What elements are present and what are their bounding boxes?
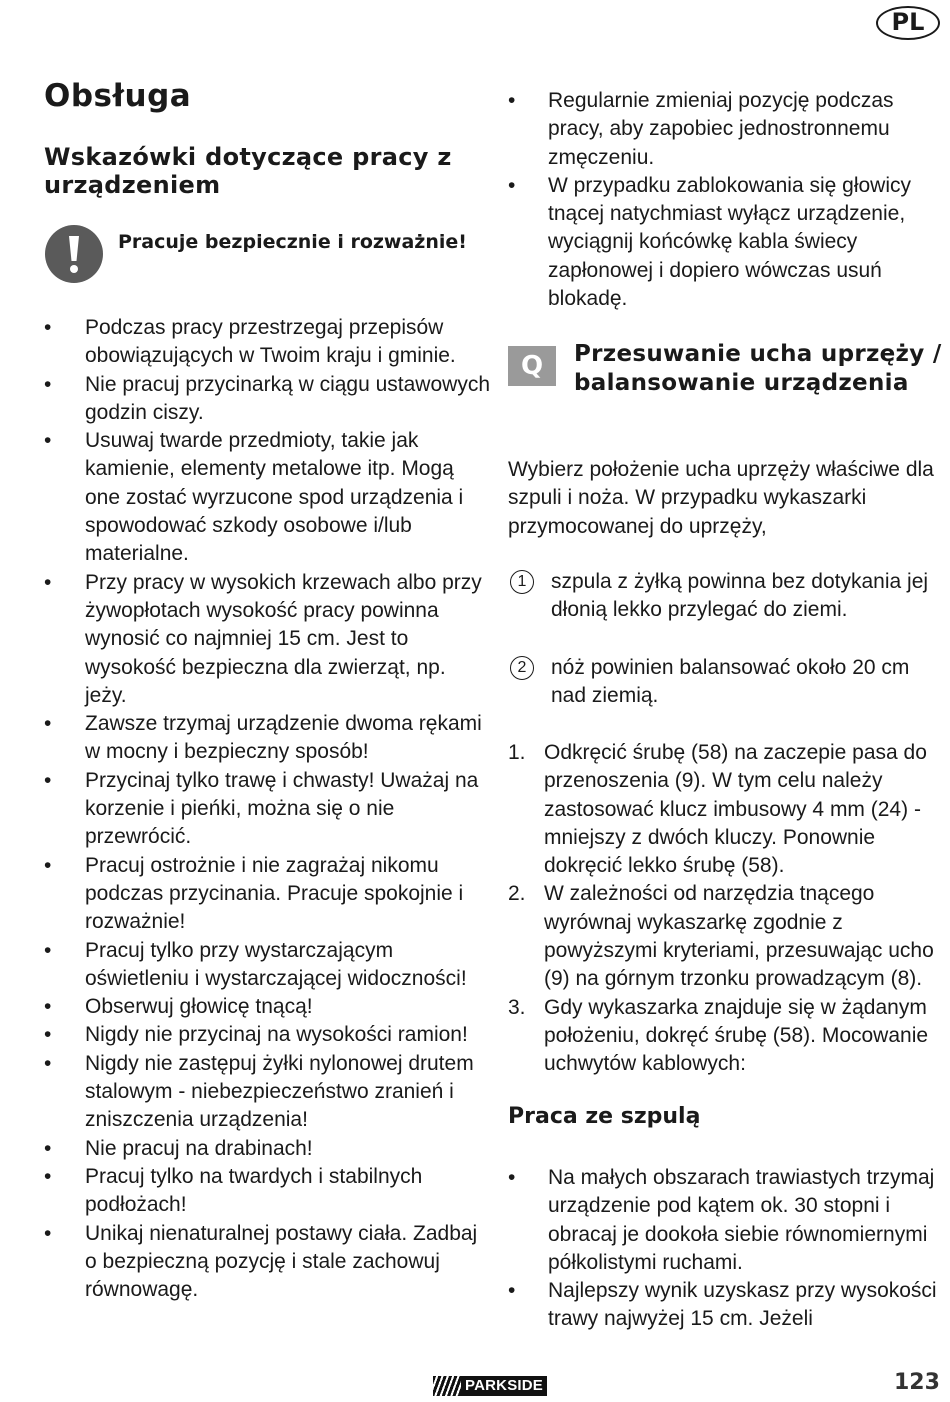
logo-slashes-icon (433, 1376, 461, 1396)
list-item: • W przypadku zablokowania się głowicy tnącej natychmiast wyłącz urządzenie, wyciągnij końcówkę kabla świecy zapłonowej i dopiero wówczas usuń blokadę. (508, 173, 911, 311)
list-item: 2. W zależności od narzędzia tnącego wyrównaj wykaszarkę zgodnie z powyższymi kryteriami, przesuwając ucho (9) na górnym trzonku prowadzącym (8). (508, 882, 934, 991)
page-number: 123 (894, 1370, 940, 1395)
list-item: • Zawsze trzymaj urządzenie dwoma rękami w mocny i bezpieczny sposób! (44, 712, 482, 764)
safety-bullet-list (44, 314, 490, 1304)
circled-number-icon: 1 (510, 570, 534, 594)
section-letter-badge: Q (508, 346, 556, 386)
list-item: • Przycinaj tylko trawę i chwasty! Uważaj na korzenie i pieńki, można się o nie przewrócić. (44, 768, 479, 849)
list-item: • Unikaj nienaturalnej postawy ciała. Zadbaj o bezpieczną pozycję i stale zachowuj równowagę. (44, 1221, 478, 1302)
spool-bullet-list (508, 1164, 942, 1334)
language-badge: PL (876, 6, 940, 40)
list-item: • Obserwuj głowicę tnącą! (44, 995, 313, 1019)
list-item: • Usuwaj twarde przedmioty, takie jak kamienie, elementy metalowe itp. Mogą one zostać wyrzucone spod urządzenia i spowodować szkody osobowe i/lub materialne. (44, 429, 464, 566)
continued-bullet-list (508, 87, 942, 313)
page-title: Obsługa (44, 78, 192, 114)
exclamation-warning-icon (44, 224, 104, 284)
circled-number-icon: 2 (510, 656, 534, 680)
circled-item: 2 nóż powinien balansować około 20 cm nad ziemią. (508, 654, 942, 711)
list-item: • Pracuj tylko przy wystarczającym oświetleniu i wystarczającej widoczności! (44, 938, 467, 990)
list-item: • Przy pracy w wysokich krzewach albo przy żywopłotach wysokość pracy powinna wynosić co najmniej 15 cm. Jest to wysokość bezpieczna dla zwierząt, np. jeży. (44, 570, 482, 707)
list-item: • Nie pracuj przycinarką w ciągu ustawowych godzin ciszy. (44, 372, 490, 424)
harness-intro-paragraph: Wybierz położenie ucha uprzęży właściwe dla szpuli i noża. W przypadku wykaszarki przymocowanej do uprzęży, (508, 458, 934, 538)
list-item: • Na małych obszarach trawiastych trzymaj urządzenie pod kątem ok. 30 stopni i obracaj je dookoła siebie równomiernymi półkolistymi ruchami. (508, 1166, 935, 1274)
list-item: 3. Gdy wykaszarka znajduje się w żądanym położeniu, dokręć śrubę (58). Mocowanie uchwytów kablowych: (508, 995, 929, 1076)
list-item: 1. Odkręcić śrubę (58) na zaczepie pasa do przenoszenia (9). W tym celu należy zastosować klucz imbusowy 4 mm (24) - mniejszy z dwóch kluczy. Ponownie dokręcić lekko śrubę (58). (508, 741, 927, 878)
numbered-steps (508, 739, 942, 1079)
list-item: • Nigdy nie przycinaj na wysokości ramion! (44, 1023, 468, 1047)
parkside-logo: PARKSIDE (433, 1376, 547, 1396)
warning-title: Pracuje bezpiecznie i rozważnie! (118, 231, 467, 253)
list-item: • Najlepszy wynik uzyskasz przy wysokości trawy najwyżej 15 cm. Jeżeli (508, 1279, 937, 1331)
circled-item: 1 szpula z żyłką powinna bez dotykania jej dłonią lekko przylegać do ziemi. (508, 568, 942, 625)
list-item: • Nie pracuj na drabinach! (44, 1136, 313, 1160)
section-heading-spool: Praca ze szpulą (508, 1104, 701, 1129)
list-item: • Pracuj tylko na twardych i stabilnych podłożach! (44, 1164, 423, 1217)
section-heading-harness: Przesuwanie ucha uprzęży / balansowanie urządzenia (574, 341, 942, 396)
section-heading-work-tips: Wskazówki dotyczące pracy z urządzeniem (44, 143, 452, 199)
list-item: • Podczas pracy przestrzegaj przepisów obowiązujących w Twoim kraju i gminie. (44, 316, 456, 368)
list-item: • Pracuj ostrożnie i nie zagrażaj nikomu podczas przycinania. Pracuje spokojnie i rozważnie! (44, 853, 464, 934)
list-item: • Regularnie zmieniaj pozycję podczas pracy, aby zapobiec jednostronnemu zmęczeniu. (508, 89, 894, 169)
list-item: • Nigdy nie zastępuj żyłki nylonowej drutem stalowym - niebezpieczeństwo zranień i zniszczenia urządzenia! (44, 1051, 474, 1132)
